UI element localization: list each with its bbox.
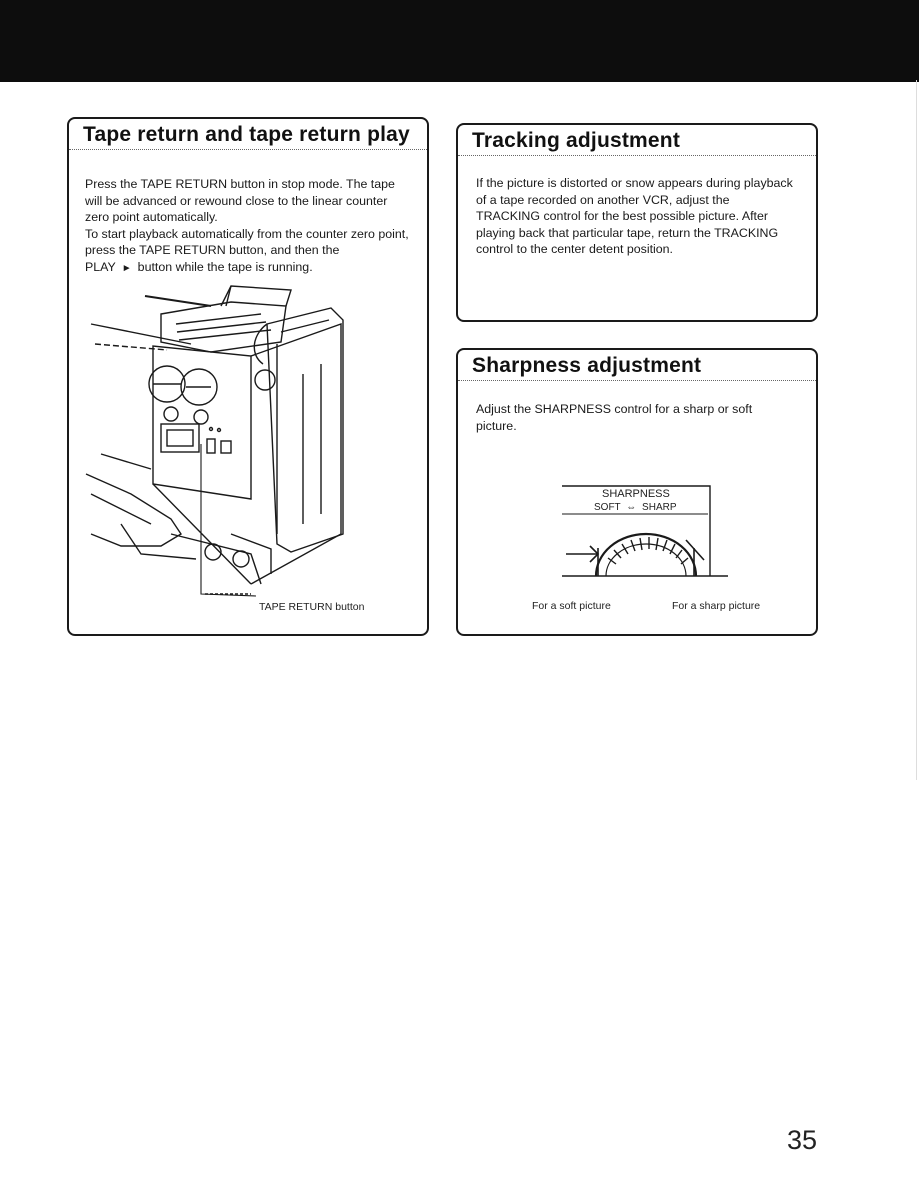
caption-soft: For a soft picture	[532, 600, 611, 612]
dial-drawing	[558, 484, 733, 584]
title-rule	[69, 149, 427, 150]
caption-sharp: For a sharp picture	[672, 600, 761, 612]
tracking-panel	[456, 123, 818, 322]
soft-label: SOFT	[594, 502, 621, 513]
camera-illustration	[81, 284, 381, 614]
tape-return-title: Tape return and tape return play	[83, 123, 410, 146]
tracking-title: Tracking adjustment	[472, 129, 681, 152]
sharpness-text: Adjust the SHARPNESS control for a sharp or soft picture.	[476, 402, 753, 433]
tape-return-paragraph-2: To start playback automatically from the counter zero point, press the TAPE RETURN button, and then the	[85, 226, 409, 257]
tape-return-panel	[67, 117, 429, 636]
dial-label: SHARPNESS	[602, 488, 670, 500]
sharpness-panel	[456, 348, 818, 636]
sharpness-dial-diagram	[558, 484, 733, 584]
title-rule	[458, 155, 816, 156]
tape-return-callout: TAPE RETURN button	[259, 601, 365, 613]
tape-return-paragraph-3	[85, 259, 410, 278]
tape-return-text	[85, 176, 410, 277]
tracking-text: If the picture is distorted or snow appears during playback of a tape recorded on another VCR, adjust the TRACKING control for the best possible picture. After playing back that particular tape, return the TRACKING control to the center detent position.	[476, 176, 793, 256]
title-rule	[458, 380, 816, 381]
page-edge-line	[916, 80, 917, 780]
sharp-label: SHARP	[642, 502, 677, 513]
play-suffix: button while the tape is running.	[137, 259, 313, 274]
double-arrow-icon: ⇔	[626, 502, 637, 513]
header-bar	[0, 0, 919, 82]
sharpness-title: Sharpness adjustment	[472, 354, 702, 377]
tape-return-paragraph-1: Press the TAPE RETURN button in stop mode. The tape will be advanced or rewound close to the linear counter zero point automatically.	[85, 177, 395, 224]
page-number: 35	[787, 1125, 818, 1155]
play-prefix: PLAY	[85, 259, 116, 274]
play-icon: ►	[121, 262, 132, 274]
